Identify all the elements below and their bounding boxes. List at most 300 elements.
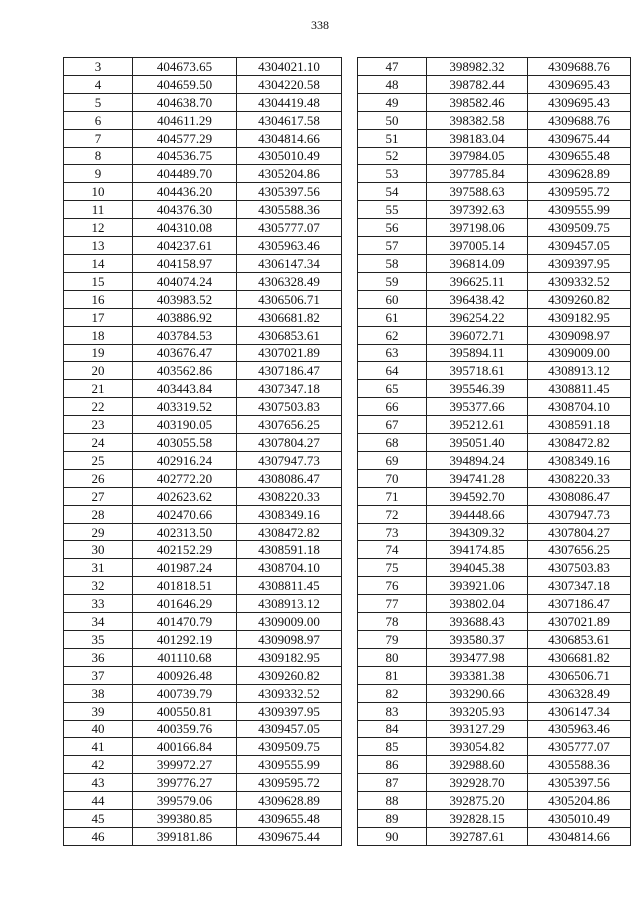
x-coordinate-cell: 398382.58 (427, 111, 528, 129)
point-number-cell: 16 (64, 290, 133, 308)
table-row (64, 720, 342, 738)
point-number-cell: 67 (358, 416, 427, 434)
table-row (64, 666, 342, 684)
y-coordinate-cell: 4306506.71 (237, 290, 342, 308)
table-row (64, 792, 342, 810)
y-coordinate-cell: 4308086.47 (528, 487, 631, 505)
table-row (64, 613, 342, 631)
y-coordinate-cell: 4307186.47 (528, 595, 631, 613)
point-number-cell: 18 (64, 326, 133, 344)
table-row (64, 648, 342, 666)
table-row (358, 93, 631, 111)
y-coordinate-cell: 4304419.48 (237, 93, 342, 111)
x-coordinate-cell: 393580.37 (427, 631, 528, 649)
point-number-cell: 13 (64, 237, 133, 255)
point-number-cell: 31 (64, 559, 133, 577)
table-row (358, 237, 631, 255)
table-row (358, 58, 631, 76)
point-number-cell: 29 (64, 523, 133, 541)
table-row (358, 469, 631, 487)
y-coordinate-cell: 4308591.18 (528, 416, 631, 434)
y-coordinate-cell: 4309628.89 (237, 792, 342, 810)
table-row (358, 165, 631, 183)
y-coordinate-cell: 4304220.58 (237, 75, 342, 93)
point-number-cell: 41 (64, 738, 133, 756)
y-coordinate-cell: 4307947.73 (528, 505, 631, 523)
x-coordinate-cell: 398782.44 (427, 75, 528, 93)
table-row (64, 272, 342, 290)
table-row (358, 827, 631, 845)
point-number-cell: 39 (64, 702, 133, 720)
y-coordinate-cell: 4308591.18 (237, 541, 342, 559)
x-coordinate-cell: 401292.19 (133, 631, 237, 649)
table-row (358, 577, 631, 595)
x-coordinate-cell: 403055.58 (133, 434, 237, 452)
y-coordinate-cell: 4309595.72 (237, 774, 342, 792)
point-number-cell: 64 (358, 362, 427, 380)
x-coordinate-cell: 404376.30 (133, 201, 237, 219)
coordinates-table-right (357, 57, 631, 846)
point-number-cell: 28 (64, 505, 133, 523)
point-number-cell: 75 (358, 559, 427, 577)
x-coordinate-cell: 403562.86 (133, 362, 237, 380)
y-coordinate-cell: 4306681.82 (237, 308, 342, 326)
x-coordinate-cell: 403676.47 (133, 344, 237, 362)
table-row (358, 362, 631, 380)
point-number-cell: 90 (358, 827, 427, 845)
table-row (358, 523, 631, 541)
x-coordinate-cell: 403443.84 (133, 380, 237, 398)
x-coordinate-cell: 404659.50 (133, 75, 237, 93)
y-coordinate-cell: 4306328.49 (237, 272, 342, 290)
table-row (64, 434, 342, 452)
point-number-cell: 35 (64, 631, 133, 649)
point-number-cell: 36 (64, 648, 133, 666)
point-number-cell: 8 (64, 147, 133, 165)
y-coordinate-cell: 4309397.95 (237, 702, 342, 720)
x-coordinate-cell: 401110.68 (133, 648, 237, 666)
table-row (64, 254, 342, 272)
point-number-cell: 46 (64, 827, 133, 845)
y-coordinate-cell: 4309509.75 (237, 738, 342, 756)
x-coordinate-cell: 404158.97 (133, 254, 237, 272)
table-row (358, 720, 631, 738)
point-number-cell: 56 (358, 219, 427, 237)
table-row (64, 219, 342, 237)
point-number-cell: 73 (358, 523, 427, 541)
table-row (64, 398, 342, 416)
y-coordinate-cell: 4304021.10 (237, 58, 342, 76)
point-number-cell: 65 (358, 380, 427, 398)
x-coordinate-cell: 394741.28 (427, 469, 528, 487)
y-coordinate-cell: 4309457.05 (528, 237, 631, 255)
x-coordinate-cell: 395051.40 (427, 434, 528, 452)
y-coordinate-cell: 4305777.07 (528, 738, 631, 756)
point-number-cell: 69 (358, 451, 427, 469)
table-row (64, 183, 342, 201)
point-number-cell: 6 (64, 111, 133, 129)
y-coordinate-cell: 4304617.58 (237, 111, 342, 129)
x-coordinate-cell: 397198.06 (427, 219, 528, 237)
table-row (64, 487, 342, 505)
table-row (358, 380, 631, 398)
point-number-cell: 85 (358, 738, 427, 756)
table-row (358, 666, 631, 684)
point-number-cell: 76 (358, 577, 427, 595)
x-coordinate-cell: 402772.20 (133, 469, 237, 487)
table-row (64, 344, 342, 362)
x-coordinate-cell: 404074.24 (133, 272, 237, 290)
x-coordinate-cell: 392787.61 (427, 827, 528, 845)
table-row (64, 810, 342, 828)
x-coordinate-cell: 402152.29 (133, 541, 237, 559)
y-coordinate-cell: 4305010.49 (528, 810, 631, 828)
y-coordinate-cell: 4307347.18 (528, 577, 631, 595)
point-number-cell: 54 (358, 183, 427, 201)
point-number-cell: 26 (64, 469, 133, 487)
point-number-cell: 83 (358, 702, 427, 720)
point-number-cell: 23 (64, 416, 133, 434)
table-row (64, 756, 342, 774)
table-row (64, 93, 342, 111)
x-coordinate-cell: 393127.29 (427, 720, 528, 738)
table-row (358, 487, 631, 505)
y-coordinate-cell: 4307186.47 (237, 362, 342, 380)
point-number-cell: 45 (64, 810, 133, 828)
y-coordinate-cell: 4309675.44 (237, 827, 342, 845)
coordinates-table-left (63, 57, 342, 846)
table-row (358, 505, 631, 523)
x-coordinate-cell: 401470.79 (133, 613, 237, 631)
x-coordinate-cell: 399579.06 (133, 792, 237, 810)
point-number-cell: 63 (358, 344, 427, 362)
table-row (64, 308, 342, 326)
y-coordinate-cell: 4305963.46 (528, 720, 631, 738)
table-row (64, 75, 342, 93)
y-coordinate-cell: 4306328.49 (528, 684, 631, 702)
y-coordinate-cell: 4305397.56 (528, 774, 631, 792)
point-number-cell: 48 (358, 75, 427, 93)
y-coordinate-cell: 4308472.82 (237, 523, 342, 541)
point-number-cell: 61 (358, 308, 427, 326)
table-row (64, 165, 342, 183)
y-coordinate-cell: 4309009.00 (237, 613, 342, 631)
point-number-cell: 88 (358, 792, 427, 810)
point-number-cell: 40 (64, 720, 133, 738)
point-number-cell: 17 (64, 308, 133, 326)
y-coordinate-cell: 4309098.97 (528, 326, 631, 344)
table-row (64, 523, 342, 541)
y-coordinate-cell: 4309688.76 (528, 111, 631, 129)
y-coordinate-cell: 4309182.95 (237, 648, 342, 666)
point-number-cell: 81 (358, 666, 427, 684)
x-coordinate-cell: 392828.15 (427, 810, 528, 828)
table-row (358, 219, 631, 237)
table-row (358, 559, 631, 577)
point-number-cell: 82 (358, 684, 427, 702)
y-coordinate-cell: 4305588.36 (528, 756, 631, 774)
x-coordinate-cell: 397785.84 (427, 165, 528, 183)
point-number-cell: 30 (64, 541, 133, 559)
table-row (358, 702, 631, 720)
point-number-cell: 34 (64, 613, 133, 631)
x-coordinate-cell: 393054.82 (427, 738, 528, 756)
y-coordinate-cell: 4308220.33 (528, 469, 631, 487)
table-row (64, 58, 342, 76)
table-row (358, 111, 631, 129)
point-number-cell: 89 (358, 810, 427, 828)
table-row (64, 774, 342, 792)
x-coordinate-cell: 399181.86 (133, 827, 237, 845)
table-row (358, 595, 631, 613)
x-coordinate-cell: 401818.51 (133, 577, 237, 595)
table-row (64, 827, 342, 845)
table-row (64, 559, 342, 577)
y-coordinate-cell: 4306147.34 (237, 254, 342, 272)
table-row (64, 362, 342, 380)
x-coordinate-cell: 396625.11 (427, 272, 528, 290)
x-coordinate-cell: 404436.20 (133, 183, 237, 201)
point-number-cell: 51 (358, 129, 427, 147)
y-coordinate-cell: 4308811.45 (237, 577, 342, 595)
point-number-cell: 38 (64, 684, 133, 702)
y-coordinate-cell: 4307021.89 (237, 344, 342, 362)
x-coordinate-cell: 397984.05 (427, 147, 528, 165)
point-number-cell: 24 (64, 434, 133, 452)
point-number-cell: 47 (358, 58, 427, 76)
x-coordinate-cell: 394592.70 (427, 487, 528, 505)
table-row (358, 290, 631, 308)
table-row (358, 75, 631, 93)
x-coordinate-cell: 400926.48 (133, 666, 237, 684)
y-coordinate-cell: 4306681.82 (528, 648, 631, 666)
y-coordinate-cell: 4304814.66 (237, 129, 342, 147)
y-coordinate-cell: 4305204.86 (237, 165, 342, 183)
x-coordinate-cell: 403319.52 (133, 398, 237, 416)
table-row (64, 290, 342, 308)
table-row (358, 326, 631, 344)
table-row (64, 541, 342, 559)
x-coordinate-cell: 395894.11 (427, 344, 528, 362)
point-number-cell: 33 (64, 595, 133, 613)
point-number-cell: 12 (64, 219, 133, 237)
x-coordinate-cell: 394045.38 (427, 559, 528, 577)
y-coordinate-cell: 4309397.95 (528, 254, 631, 272)
table-row (64, 237, 342, 255)
x-coordinate-cell: 392988.60 (427, 756, 528, 774)
x-coordinate-cell: 393477.98 (427, 648, 528, 666)
y-coordinate-cell: 4308220.33 (237, 487, 342, 505)
y-coordinate-cell: 4309628.89 (528, 165, 631, 183)
x-coordinate-cell: 402623.62 (133, 487, 237, 505)
point-number-cell: 15 (64, 272, 133, 290)
x-coordinate-cell: 397005.14 (427, 237, 528, 255)
point-number-cell: 25 (64, 451, 133, 469)
point-number-cell: 74 (358, 541, 427, 559)
table-row (64, 738, 342, 756)
table-row (358, 272, 631, 290)
x-coordinate-cell: 403886.92 (133, 308, 237, 326)
x-coordinate-cell: 395377.66 (427, 398, 528, 416)
x-coordinate-cell: 399972.27 (133, 756, 237, 774)
point-number-cell: 68 (358, 434, 427, 452)
y-coordinate-cell: 4309332.52 (237, 684, 342, 702)
point-number-cell: 10 (64, 183, 133, 201)
table-row (64, 380, 342, 398)
table-row (64, 326, 342, 344)
x-coordinate-cell: 398183.04 (427, 129, 528, 147)
y-coordinate-cell: 4307503.83 (528, 559, 631, 577)
table-row (358, 254, 631, 272)
table-row (64, 147, 342, 165)
point-number-cell: 20 (64, 362, 133, 380)
y-coordinate-cell: 4309182.95 (528, 308, 631, 326)
x-coordinate-cell: 393290.66 (427, 684, 528, 702)
table-row (358, 792, 631, 810)
point-number-cell: 62 (358, 326, 427, 344)
point-number-cell: 11 (64, 201, 133, 219)
x-coordinate-cell: 397588.63 (427, 183, 528, 201)
x-coordinate-cell: 404611.29 (133, 111, 237, 129)
point-number-cell: 72 (358, 505, 427, 523)
point-number-cell: 21 (64, 380, 133, 398)
x-coordinate-cell: 392875.20 (427, 792, 528, 810)
x-coordinate-cell: 396072.71 (427, 326, 528, 344)
y-coordinate-cell: 4308704.10 (528, 398, 631, 416)
table-row (64, 416, 342, 434)
point-number-cell: 42 (64, 756, 133, 774)
y-coordinate-cell: 4309555.99 (237, 756, 342, 774)
point-number-cell: 22 (64, 398, 133, 416)
x-coordinate-cell: 392928.70 (427, 774, 528, 792)
point-number-cell: 80 (358, 648, 427, 666)
table-row (358, 541, 631, 559)
y-coordinate-cell: 4308472.82 (528, 434, 631, 452)
y-coordinate-cell: 4306147.34 (528, 702, 631, 720)
x-coordinate-cell: 402916.24 (133, 451, 237, 469)
x-coordinate-cell: 403983.52 (133, 290, 237, 308)
point-number-cell: 53 (358, 165, 427, 183)
y-coordinate-cell: 4306506.71 (528, 666, 631, 684)
y-coordinate-cell: 4307347.18 (237, 380, 342, 398)
x-coordinate-cell: 399776.27 (133, 774, 237, 792)
y-coordinate-cell: 4306853.61 (528, 631, 631, 649)
x-coordinate-cell: 393205.93 (427, 702, 528, 720)
y-coordinate-cell: 4309595.72 (528, 183, 631, 201)
y-coordinate-cell: 4309457.05 (237, 720, 342, 738)
x-coordinate-cell: 395546.39 (427, 380, 528, 398)
table-row (358, 147, 631, 165)
point-number-cell: 86 (358, 756, 427, 774)
x-coordinate-cell: 394894.24 (427, 451, 528, 469)
x-coordinate-cell: 394174.85 (427, 541, 528, 559)
point-number-cell: 3 (64, 58, 133, 76)
point-number-cell: 77 (358, 595, 427, 613)
x-coordinate-cell: 404310.08 (133, 219, 237, 237)
x-coordinate-cell: 393688.43 (427, 613, 528, 631)
x-coordinate-cell: 403190.05 (133, 416, 237, 434)
table-row (358, 398, 631, 416)
point-number-cell: 71 (358, 487, 427, 505)
y-coordinate-cell: 4309675.44 (528, 129, 631, 147)
table-row (64, 129, 342, 147)
point-number-cell: 70 (358, 469, 427, 487)
table-row (64, 631, 342, 649)
y-coordinate-cell: 4309695.43 (528, 93, 631, 111)
x-coordinate-cell: 404577.29 (133, 129, 237, 147)
point-number-cell: 79 (358, 631, 427, 649)
y-coordinate-cell: 4308349.16 (237, 505, 342, 523)
point-number-cell: 27 (64, 487, 133, 505)
table-row (64, 111, 342, 129)
point-number-cell: 60 (358, 290, 427, 308)
table-row (64, 451, 342, 469)
table-row (358, 129, 631, 147)
x-coordinate-cell: 394309.32 (427, 523, 528, 541)
y-coordinate-cell: 4305963.46 (237, 237, 342, 255)
table-row (358, 416, 631, 434)
table-row (358, 451, 631, 469)
point-number-cell: 37 (64, 666, 133, 684)
x-coordinate-cell: 393381.38 (427, 666, 528, 684)
point-number-cell: 52 (358, 147, 427, 165)
table-row (358, 756, 631, 774)
y-coordinate-cell: 4304814.66 (528, 827, 631, 845)
table-row (358, 613, 631, 631)
y-coordinate-cell: 4308913.12 (528, 362, 631, 380)
point-number-cell: 87 (358, 774, 427, 792)
x-coordinate-cell: 404237.61 (133, 237, 237, 255)
x-coordinate-cell: 395718.61 (427, 362, 528, 380)
y-coordinate-cell: 4309688.76 (528, 58, 631, 76)
table-row (358, 308, 631, 326)
x-coordinate-cell: 404536.75 (133, 147, 237, 165)
y-coordinate-cell: 4309332.52 (528, 272, 631, 290)
table-row (358, 738, 631, 756)
table-body-left (64, 58, 342, 846)
x-coordinate-cell: 394448.66 (427, 505, 528, 523)
y-coordinate-cell: 4308086.47 (237, 469, 342, 487)
y-coordinate-cell: 4307021.89 (528, 613, 631, 631)
point-number-cell: 19 (64, 344, 133, 362)
x-coordinate-cell: 400359.76 (133, 720, 237, 738)
y-coordinate-cell: 4307656.25 (237, 416, 342, 434)
table-row (64, 684, 342, 702)
table-row (64, 505, 342, 523)
point-number-cell: 58 (358, 254, 427, 272)
x-coordinate-cell: 400739.79 (133, 684, 237, 702)
point-number-cell: 84 (358, 720, 427, 738)
x-coordinate-cell: 396438.42 (427, 290, 528, 308)
x-coordinate-cell: 395212.61 (427, 416, 528, 434)
y-coordinate-cell: 4305397.56 (237, 183, 342, 201)
y-coordinate-cell: 4307656.25 (528, 541, 631, 559)
table-row (64, 702, 342, 720)
table-body-right (358, 58, 631, 846)
x-coordinate-cell: 404638.70 (133, 93, 237, 111)
point-number-cell: 4 (64, 75, 133, 93)
y-coordinate-cell: 4309260.82 (237, 666, 342, 684)
x-coordinate-cell: 398582.46 (427, 93, 528, 111)
table-row (64, 201, 342, 219)
y-coordinate-cell: 4305204.86 (528, 792, 631, 810)
y-coordinate-cell: 4308913.12 (237, 595, 342, 613)
point-number-cell: 14 (64, 254, 133, 272)
point-number-cell: 57 (358, 237, 427, 255)
table-row (358, 183, 631, 201)
y-coordinate-cell: 4307503.83 (237, 398, 342, 416)
table-row (358, 201, 631, 219)
